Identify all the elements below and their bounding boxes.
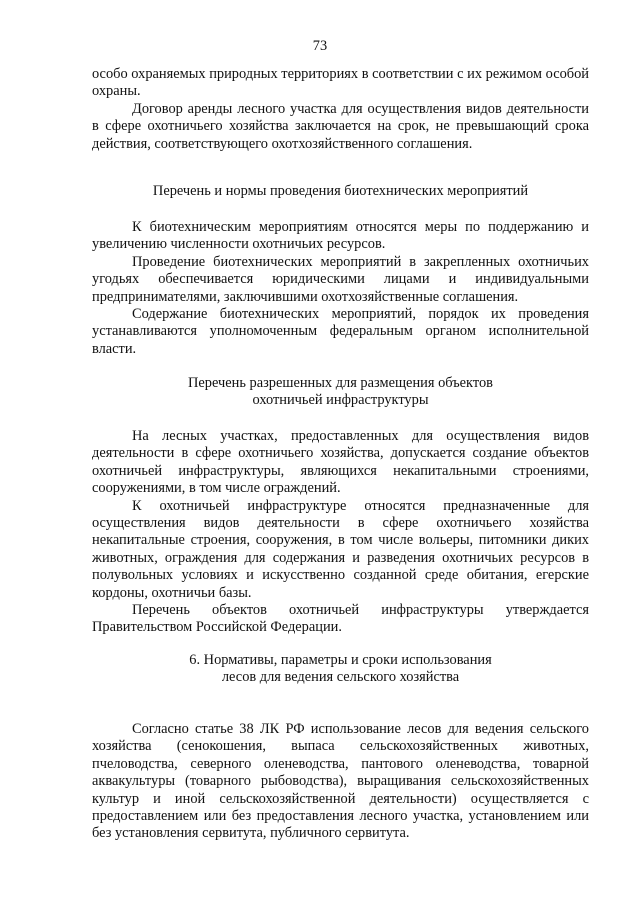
paragraph: На лесных участках, предоставленных для осуществления видов деятельности в сфере охотничьего хозяйства, допускается создание объектов охотничьей инфраструктуры, являющихся некапитальными строениями, сооружениями, в том числе ограждений. (92, 428, 589, 497)
section-heading-infrastructure (92, 375, 589, 410)
heading-line: Перечень разрешенных для размещения объектов (188, 375, 493, 391)
intro-section (92, 66, 589, 153)
paragraph: К охотничьей инфраструктуре относятся предназначенные для осуществления видов деятельности в сфере охотничьего хозяйства некапитальные строения, сооружения, в том числе вольеры, питомники диких животных, ограждения для содержания и разведения охотничьих ресурсов в полувольных условиях и искусственно созданной среде обитания, егерские кордоны, охотничьи базы. (92, 497, 589, 601)
section-body-agriculture (92, 721, 589, 843)
paragraph: Содержание биотехнических мероприятий, порядок их проведения устанавливаются уполномоченным федеральным органом исполнительной власти. (92, 306, 589, 357)
page-number: 73 (312, 38, 328, 54)
heading-line: 6. Нормативы, параметры и сроки использования (189, 652, 492, 668)
section-heading-biotech (92, 183, 589, 200)
paragraph: Проведение биотехнических мероприятий в закрепленных охотничьих угодьях обеспечивается юридическими лицами и индивидуальными предпринимателями, заключившими охотхозяйственные соглашения. (92, 253, 589, 305)
section-heading-agriculture (92, 652, 589, 687)
paragraph: Договор аренды лесного участка для осуществления видов деятельности в сфере охотничьего хозяйства заключается на срок, не превышающий срока действия, соответствующего охотхозяйственного соглашения. (92, 100, 589, 152)
paragraph: Согласно статье 38 ЛК РФ использование лесов для ведения сельского хозяйства (сенокошения, выпаса сельскохозяйственных животных, пчеловодства, северного оленеводства, пантового оленеводства, товарной аквакультуры (товарного рыбоводства), выращивания сельскохозяйственных культур и иной сельскохозяйственной деятельности) осуществляется с предоставлением или без предоставления лесного участка, установлением или без установления сервитута, публичного сервитута. (92, 721, 589, 842)
heading-line: охотничьей инфраструктуры (252, 392, 429, 409)
heading-line: лесов для ведения сельского хозяйства (221, 669, 460, 686)
paragraph: особо охраняемых природных территориях в соответствии с их режимом особой охраны. (92, 66, 589, 100)
paragraph: К биотехническим мероприятиям относятся меры по поддержанию и увеличению численности охотничьих ресурсов. (92, 219, 589, 253)
heading-line: Перечень и нормы проведения биотехнических мероприятий (152, 183, 529, 199)
paragraph: Перечень объектов охотничьей инфраструктуры утверждается Правительством Российской Федерации. (92, 602, 589, 636)
section-body-infrastructure (92, 428, 589, 637)
section-body-biotech (92, 219, 589, 358)
